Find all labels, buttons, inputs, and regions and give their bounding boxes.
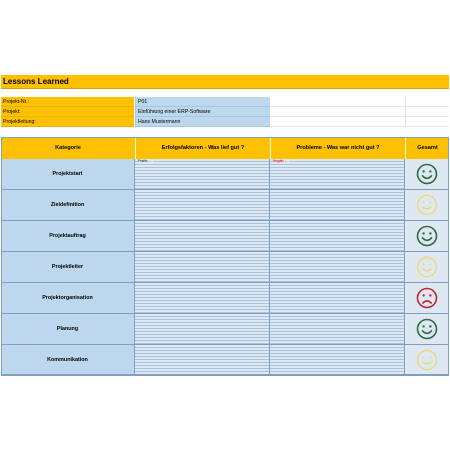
success-factors-cell[interactable]	[135, 314, 270, 344]
overall-rating-cell[interactable]	[405, 252, 449, 282]
project-name-value[interactable]: Einführung einer ERP-Software	[135, 107, 270, 117]
category-cell[interactable]: Projektstart	[1, 159, 135, 189]
problems-cell[interactable]	[270, 252, 405, 282]
success-factors-cell[interactable]	[135, 252, 270, 282]
success-factors-cell[interactable]	[135, 221, 270, 251]
header-erfolgsfaktoren: Erfolgsfaktoren - Was lief gut ?	[135, 137, 270, 159]
sheet-title: Lessons Learned	[1, 75, 449, 89]
table-row	[1, 190, 449, 221]
table-row	[1, 159, 449, 190]
category-cell[interactable]: Planung	[1, 314, 135, 344]
smiley-neutral-icon	[416, 349, 438, 371]
overall-rating-cell[interactable]	[405, 190, 449, 220]
category-cell[interactable]: Kommunikation	[1, 345, 135, 375]
smiley-happy-icon	[416, 225, 438, 247]
overall-rating-cell[interactable]	[405, 159, 449, 189]
table-row	[1, 314, 449, 345]
success-factors-cell[interactable]	[135, 345, 270, 375]
empty-cells	[271, 107, 449, 117]
project-info-row	[1, 97, 449, 107]
header-kategorie: Kategorie	[55, 145, 81, 151]
problems-cell[interactable]	[270, 190, 405, 220]
header-probleme: Probleme - Was war nicht gut ?	[270, 137, 405, 159]
project-info-row	[1, 107, 449, 117]
project-lead-value[interactable]: Hans Mustermann	[135, 117, 270, 127]
header-gesamt: Gesamt	[405, 137, 449, 159]
table-row	[1, 221, 449, 252]
table-header	[1, 137, 449, 159]
success-factors-cell[interactable]	[135, 190, 270, 220]
category-cell[interactable]: Projektauftrag	[1, 221, 135, 251]
smiley-neutral-icon	[416, 256, 438, 278]
category-cell[interactable]: Zieldefinition	[1, 190, 135, 220]
table-row	[1, 252, 449, 283]
project-lead-label: Projektleitung:	[1, 117, 134, 127]
project-info-row	[1, 117, 449, 127]
problems-cell[interactable]	[270, 221, 405, 251]
success-factors-cell[interactable]	[135, 283, 270, 313]
overall-rating-cell[interactable]	[405, 283, 449, 313]
category-cell[interactable]: Projektorganisation	[1, 283, 135, 313]
project-number-value[interactable]: P01	[135, 97, 270, 107]
smiley-happy-icon	[416, 163, 438, 185]
project-number-label: Projekt-Nr.:	[1, 97, 134, 107]
problems-cell[interactable]	[270, 159, 405, 189]
smiley-sad-icon	[416, 287, 438, 309]
positive-hint: Positiv ...	[138, 159, 151, 163]
project-name-label: Projekt:	[1, 107, 134, 117]
empty-cells	[271, 97, 449, 107]
overall-rating-cell[interactable]	[405, 314, 449, 344]
smiley-neutral-icon	[416, 194, 438, 216]
smiley-happy-icon	[416, 318, 438, 340]
overall-rating-cell[interactable]	[405, 221, 449, 251]
success-factors-cell[interactable]	[135, 159, 270, 189]
overall-rating-cell[interactable]	[405, 345, 449, 375]
lessons-table	[1, 137, 449, 375]
category-cell[interactable]: Projektleiter	[1, 252, 135, 282]
negative-hint: Negativ ...	[273, 159, 288, 163]
table-row	[1, 283, 449, 314]
empty-cells	[271, 117, 449, 127]
problems-cell[interactable]	[270, 314, 405, 344]
table-row	[1, 345, 449, 376]
problems-cell[interactable]	[270, 283, 405, 313]
problems-cell[interactable]	[270, 345, 405, 375]
